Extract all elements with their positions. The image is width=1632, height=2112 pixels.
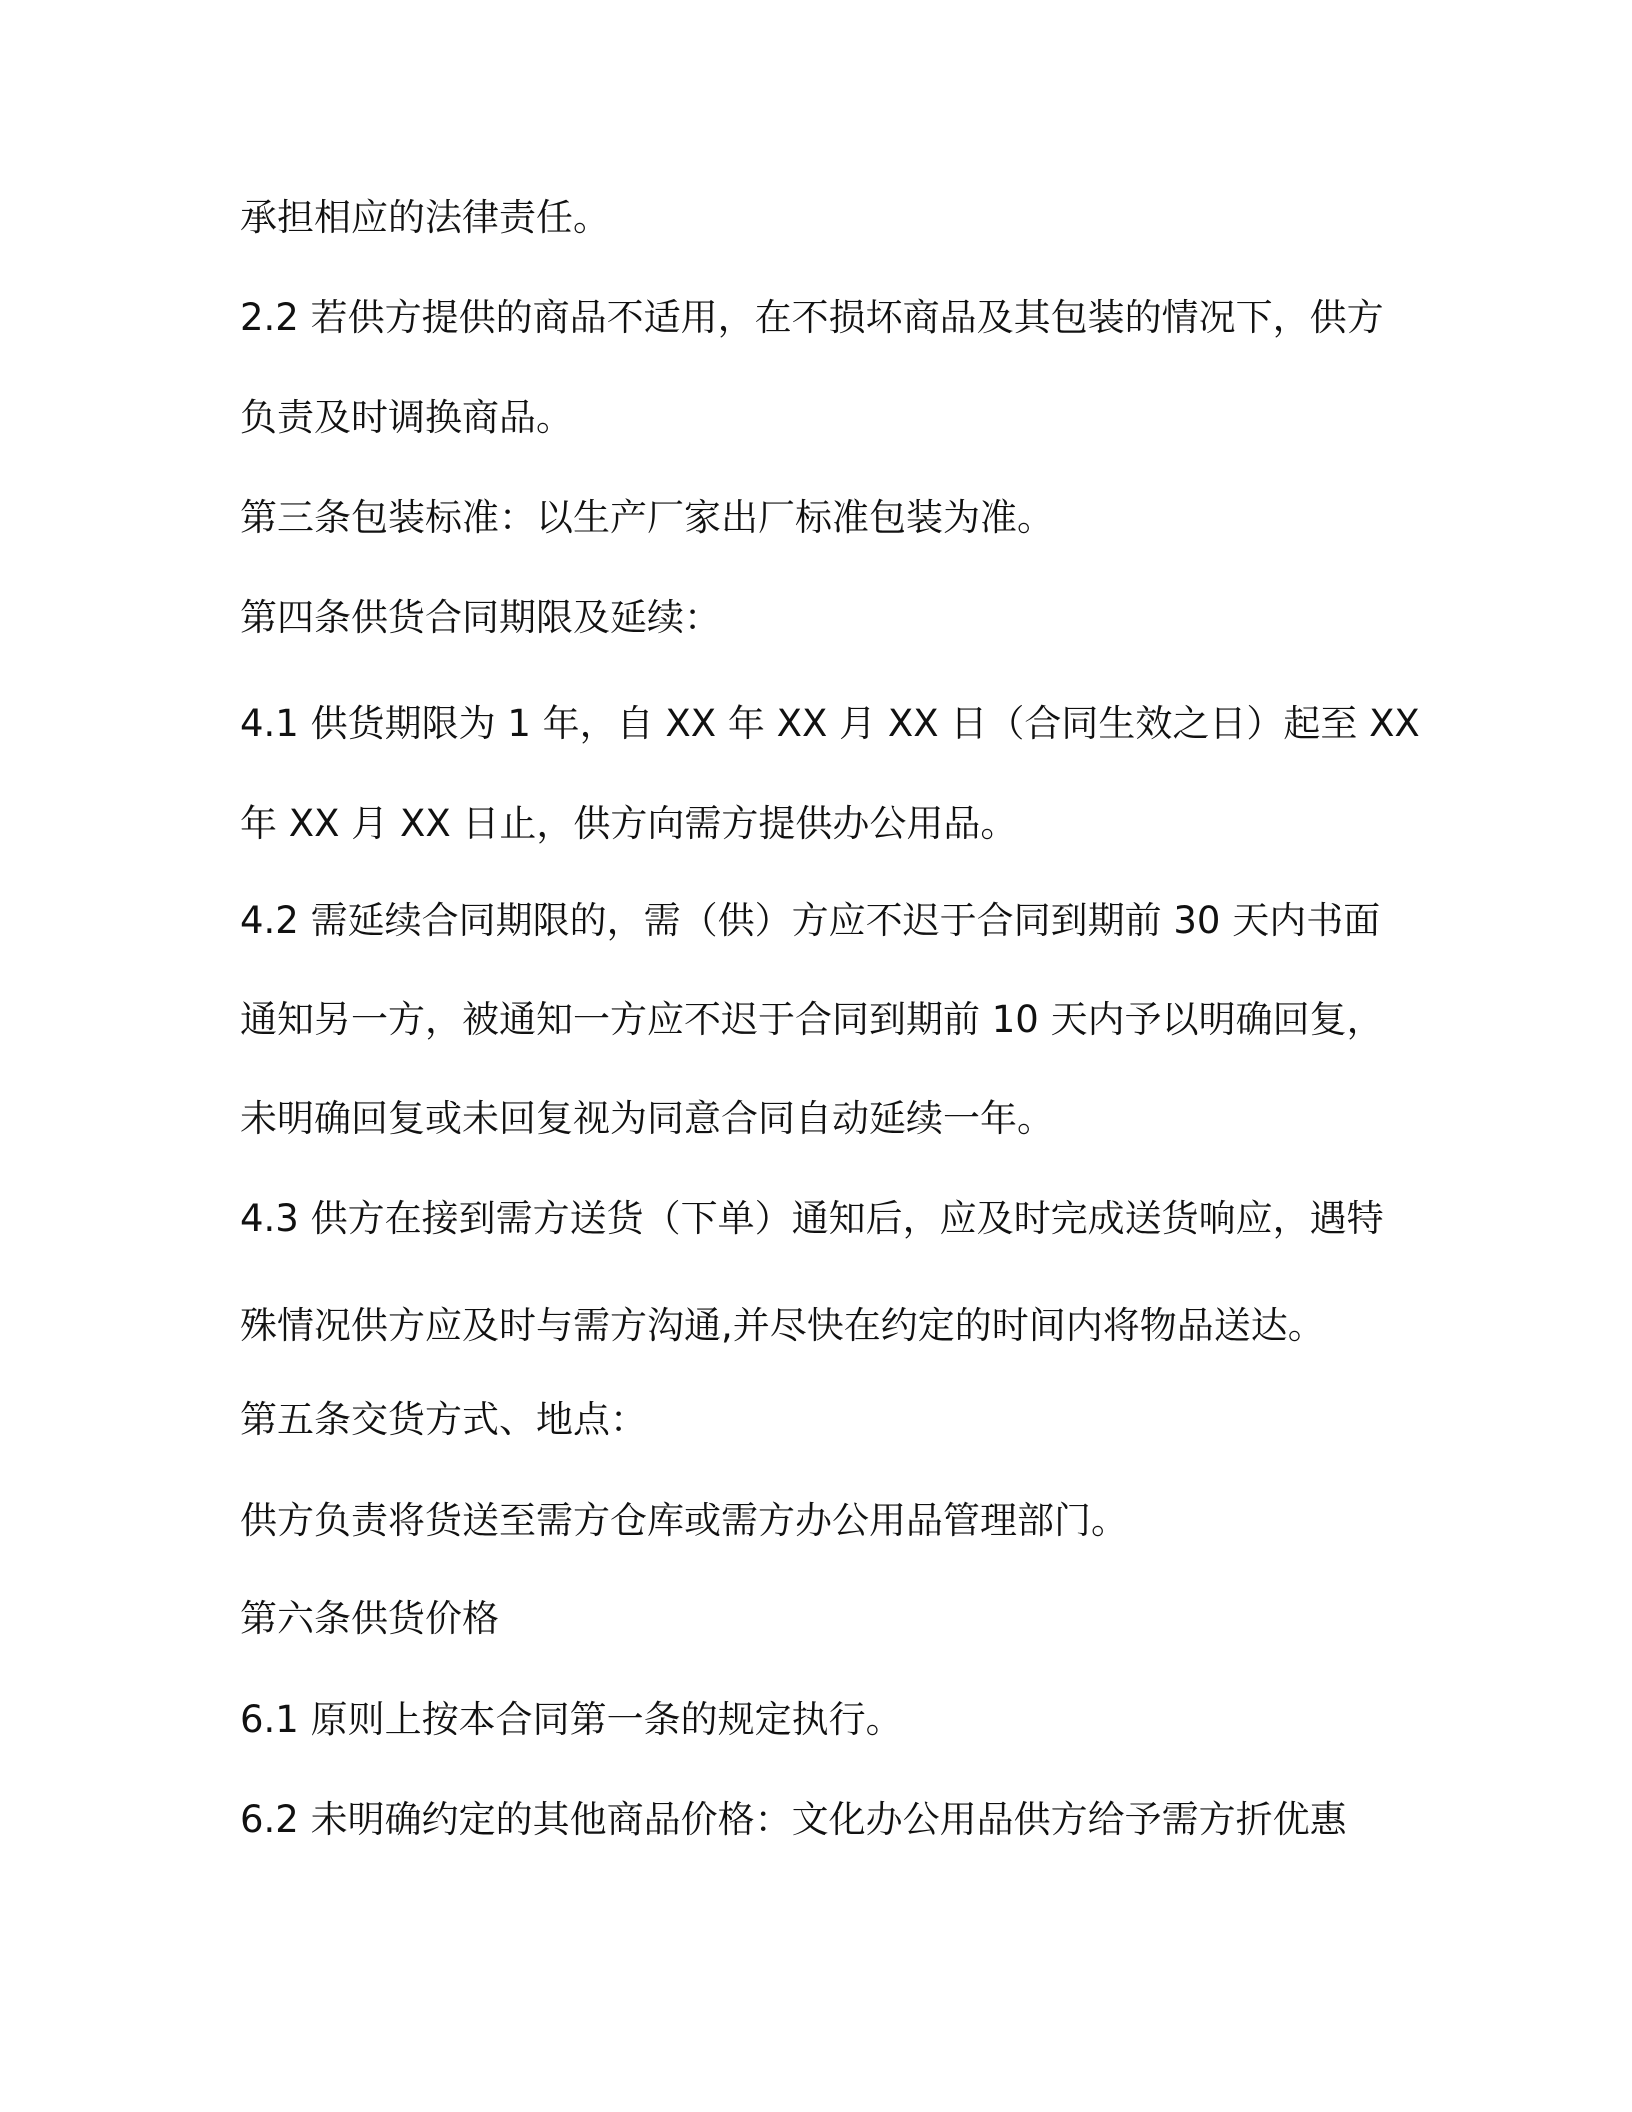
text-line: 4.2 需延续合同期限的，需（供）方应不迟于合同到期前 30 天内书面 — [240, 899, 1381, 942]
text-line: 第三条包装标准：以生产厂家出厂标准包装为准。 — [240, 496, 1054, 539]
text-line: 6.2 未明确约定的其他商品价格：文化办公用品供方给予需方折优惠 — [240, 1798, 1347, 1841]
text-line: 第六条供货价格 — [240, 1597, 499, 1640]
text-line: 2.2 若供方提供的商品不适用，在不损坏商品及其包装的情况下，供方 — [240, 296, 1384, 339]
text-line: 6.1 原则上按本合同第一条的规定执行。 — [240, 1698, 903, 1741]
text-line: 殊情况供方应及时与需方沟通,并尽快在约定的时间内将物品送达。 — [240, 1304, 1325, 1347]
text-line: 年 XX 月 XX 日止，供方向需方提供办公用品。 — [240, 802, 1018, 845]
text-line: 第四条供货合同期限及延续： — [240, 596, 721, 639]
text-line: 承担相应的法律责任。 — [240, 196, 610, 239]
text-line: 供方负责将货送至需方仓库或需方办公用品管理部门。 — [240, 1499, 1128, 1542]
text-line: 第五条交货方式、地点： — [240, 1398, 647, 1441]
text-line: 通知另一方，被通知一方应不迟于合同到期前 10 天内予以明确回复， — [240, 998, 1384, 1041]
text-line: 负责及时调换商品。 — [240, 396, 573, 439]
text-line: 4.3 供方在接到需方送货（下单）通知后，应及时完成送货响应，遇特 — [240, 1197, 1384, 1240]
text-line: 4.1 供货期限为 1 年，自 XX 年 XX 月 XX 日（合同生效之日）起至 XX — [240, 702, 1420, 745]
text-line: 未明确回复或未回复视为同意合同自动延续一年。 — [240, 1097, 1054, 1140]
